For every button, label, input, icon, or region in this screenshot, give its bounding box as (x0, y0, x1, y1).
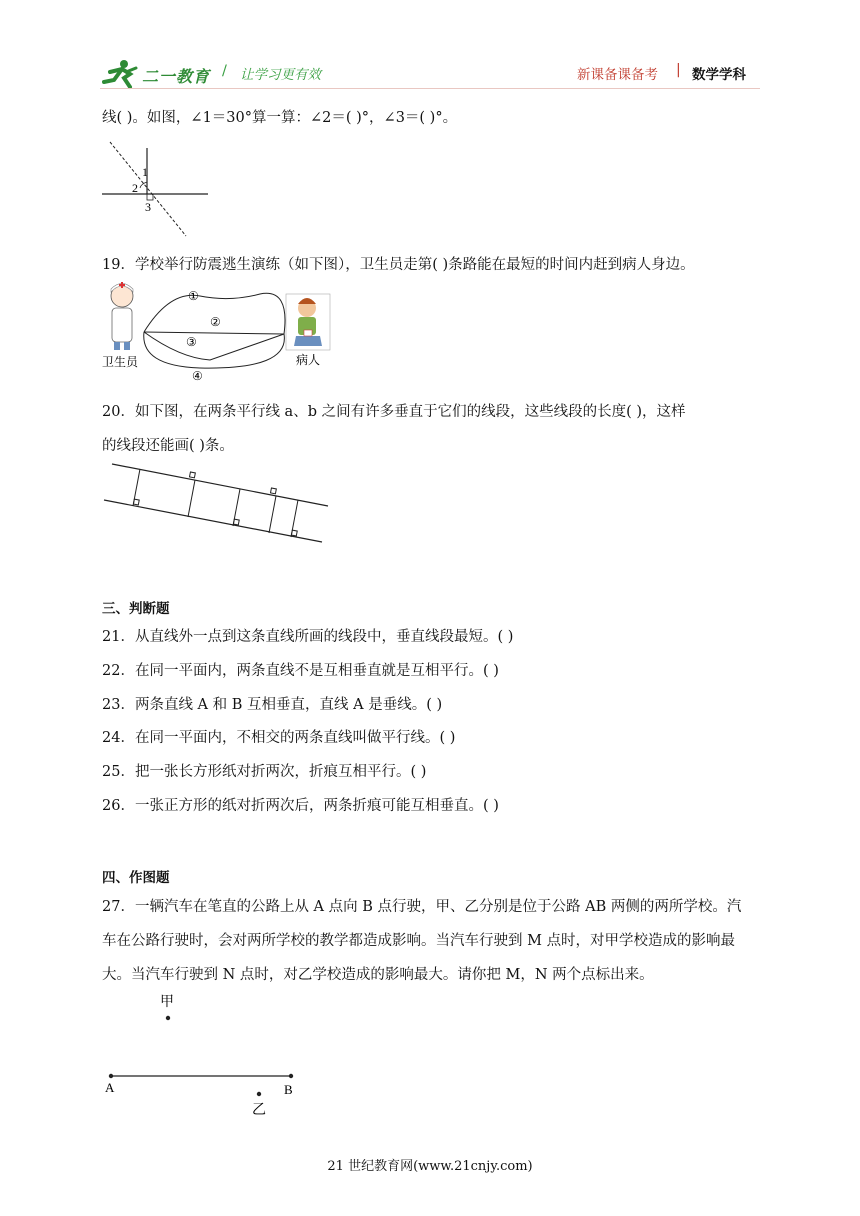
school-jia-label: 甲 (160, 995, 174, 1010)
route-label-4: ④ (192, 369, 203, 383)
point-b-label: B (284, 1082, 293, 1097)
q21-text: 21．从直线外一点到这条直线所画的线段中，垂直线段最短。( ) (102, 629, 514, 645)
q20-parallel-lines-diagram (100, 458, 340, 550)
q19-route-diagram (100, 280, 340, 384)
q24-text: 24．在同一平面内，不相交的两条直线叫做平行线。( ) (102, 730, 456, 746)
school-jia-point (166, 1016, 170, 1020)
q25-text: 25．把一张长方形纸对折两次，折痕互相平行。( ) (102, 764, 427, 780)
dashed-line (110, 142, 186, 236)
q18-angle-diagram (100, 138, 212, 240)
q27-text-line3: 大。当汽车行驶到 N 点时，对乙学校造成的影响最大。请你把 M，N 两个点标出来。 (102, 967, 654, 983)
angle-label-3: 3 (145, 200, 151, 214)
q27-text-line1: 27．一辆汽车在笔直的公路上从 A 点向 B 点行驶，甲、乙分别是位于公路 AB 两侧的两所学校。汽 (102, 899, 742, 915)
section-4-title: 四、作图题 (102, 870, 170, 886)
nurse-label: 卫生员 (102, 355, 139, 369)
point-a-label: A (105, 1080, 115, 1095)
q27-text-line2: 车在公路行驶时，会对两所学校的教学都造成影响。当汽车行驶到 M 点时，对甲学校造成的影响最 (102, 933, 736, 949)
header-divider (100, 88, 760, 89)
section-3-title: 三、判断题 (102, 601, 170, 617)
header-subject-label: 数学学科 (692, 67, 746, 83)
parallel-line-b (104, 500, 322, 542)
q23-text: 23．两条直线 A 和 B 互相垂直，直线 A 是垂线。( ) (102, 697, 443, 713)
parallel-line-a (112, 464, 328, 506)
route-label-1: ① (188, 289, 199, 303)
patient-label: 病人 (296, 353, 321, 367)
route-2-path (144, 332, 284, 334)
school-yi-label: 乙 (252, 1103, 266, 1118)
brand-name: 二一教育 (142, 67, 211, 86)
q22-text: 22．在同一平面内，两条直线不是互相垂直就是互相平行。( ) (102, 663, 499, 679)
angle-label-1: 1 (142, 165, 148, 179)
nurse-icon (111, 282, 133, 350)
school-yi-point (257, 1092, 261, 1096)
point-a (109, 1074, 113, 1078)
page-footer: 21 世纪教育网(www.21cnjy.com) (327, 1159, 533, 1174)
route-label-2: ② (210, 315, 221, 329)
perpendicular-segments (133, 469, 298, 537)
q19-text: 19．学校举行防震逃生演练（如下图），卫生员走第( )条路能在最短的时间内赶到病人身边。 (102, 257, 695, 273)
q20-text-line1: 20．如下图，在两条平行线 a、b 之间有许多垂直于它们的线段，这些线段的长度( )，这样 (102, 404, 686, 420)
header-separator: | (676, 62, 681, 78)
header-course-label: 新课备课备考 (577, 67, 658, 83)
running-man-logo-icon (100, 58, 144, 90)
route-4-path (144, 332, 285, 368)
route-3-path (144, 332, 284, 360)
slogan-slash: / (222, 63, 227, 79)
slogan: 让学习更有效 (240, 67, 321, 83)
q27-road-diagram (100, 990, 310, 1120)
angle-label-2: 2 (132, 181, 138, 195)
point-b (289, 1074, 293, 1078)
q20-text-line2: 的线段还能画( )条。 (102, 438, 234, 454)
route-label-3: ③ (186, 335, 197, 349)
q26-text: 26．一张正方形的纸对折两次后，两条折痕可能互相垂直。( ) (102, 798, 499, 814)
q18-text: 线( )。如图，∠1＝30°算一算：∠2＝( )°，∠3＝( )°。 (102, 110, 458, 126)
injured-patient-icon (286, 294, 330, 350)
